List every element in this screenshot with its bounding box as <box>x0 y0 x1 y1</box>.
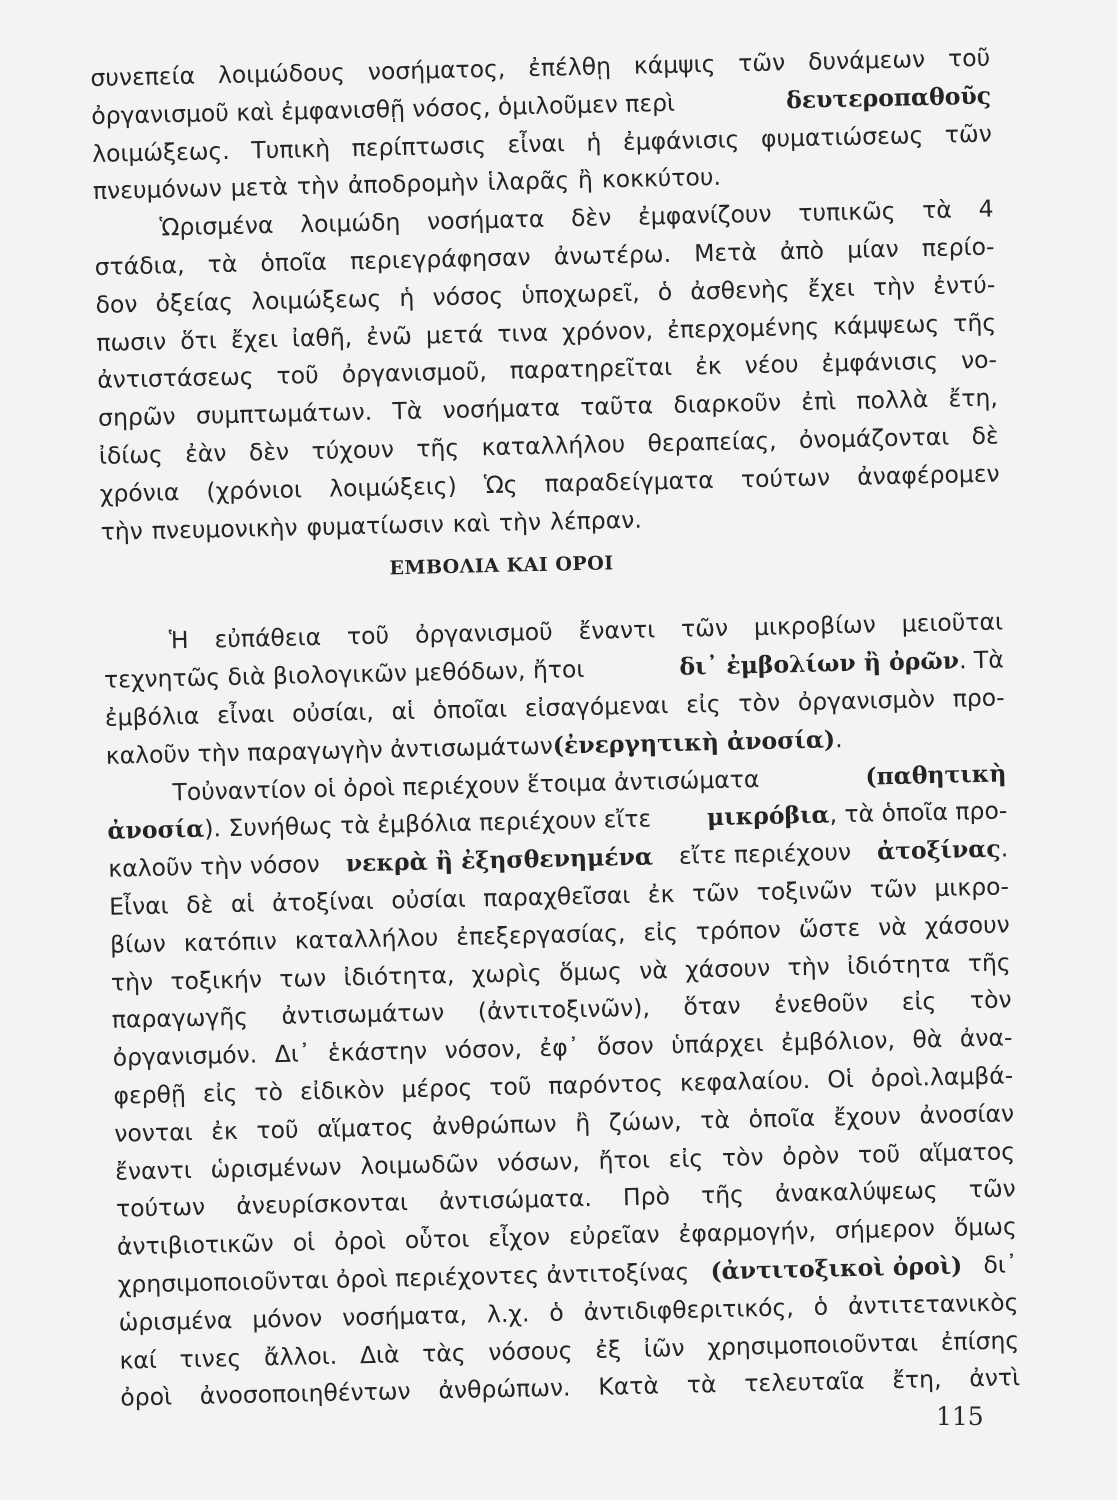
word: ὁποῖα <box>748 1103 816 1134</box>
word: παραδείγματα <box>544 465 715 498</box>
word: κατόπιν <box>183 926 278 957</box>
word: τὴν <box>296 171 340 201</box>
word: εἰς <box>643 917 679 947</box>
word: ὅσον <box>596 1031 655 1061</box>
word: δὲ <box>971 421 999 451</box>
word: νόσων, <box>496 1146 581 1177</box>
word: τούτων <box>740 463 831 494</box>
word: εἰσαγόμεναι <box>524 691 669 723</box>
word: ἰδιότητα <box>846 949 951 980</box>
word: τὸν <box>721 1142 764 1172</box>
word: ἀντιστάσεως <box>96 362 254 395</box>
word: ἐφ᾿ <box>539 1033 580 1063</box>
word: ἢ <box>577 166 594 195</box>
word: ἐπὶ <box>801 387 837 417</box>
word: περιεγράφησαν <box>349 243 531 276</box>
word: οὐσίαι, <box>291 697 375 728</box>
word: κοκκύτου. <box>601 163 722 194</box>
word: χωρὶς <box>471 958 542 989</box>
word: ὁποῖα <box>260 247 328 278</box>
word: ὅμως <box>558 956 623 987</box>
word: βίων <box>109 929 167 959</box>
word: ἀνευρίσκονται <box>235 1188 409 1221</box>
word: περίπτωσις <box>351 130 487 162</box>
word: εἰς <box>202 1078 238 1108</box>
word: περίο- <box>921 232 995 263</box>
text-span: . <box>1000 834 1009 863</box>
word: καὶ <box>452 508 491 538</box>
word: τοῦ <box>857 1139 901 1169</box>
word: ἀπὸ <box>779 236 825 266</box>
word: εἶχον <box>488 1222 551 1253</box>
word: λοιμώξεις) <box>328 471 458 503</box>
word: παραγωγῆς <box>111 1002 249 1035</box>
word: πωσιν <box>96 326 167 357</box>
word: οὐσίαι <box>391 884 466 915</box>
word: τὰς <box>421 1338 466 1368</box>
word: λοιμώξεως <box>250 284 382 316</box>
word: ἐντύ- <box>932 270 996 300</box>
word: Ὡρισμένα <box>159 211 274 242</box>
text-span: εἴτε περιέχουν <box>678 838 852 870</box>
word: νονται <box>114 1117 193 1148</box>
word: Οἱ <box>826 1064 855 1094</box>
word: ἐκ <box>694 352 723 381</box>
word: ὅτι <box>180 325 218 355</box>
text-span: καλοῦν τὴν παραγωγὴν ἀντισωμάτων <box>105 731 554 770</box>
word: εἰς <box>685 689 721 719</box>
word: νόσος <box>432 281 504 312</box>
word: αἵματος <box>918 1136 1016 1167</box>
word: ἀντὶ <box>969 1363 1021 1393</box>
word: τοῦ <box>276 361 320 391</box>
word: τὰ <box>921 195 953 225</box>
bold-term: ἀτοξίνας <box>876 834 1001 866</box>
page-text <box>90 40 1021 1418</box>
word: ἐπίσης <box>940 1325 1020 1356</box>
word: νο- <box>960 345 998 375</box>
word: εἶναι <box>507 128 566 159</box>
word: συνεπεία <box>90 61 196 92</box>
word: ἐνῶ <box>365 321 413 351</box>
word: τοξινῶν <box>756 875 853 907</box>
word: τῶν <box>691 878 740 908</box>
word: μετά <box>425 319 484 350</box>
word: τὴν <box>787 951 831 981</box>
word: φερθῇ <box>113 1080 187 1110</box>
word: τὴν <box>872 272 916 302</box>
bold-term: δι᾿ ἐμβολίων ἢ ὀρῶν <box>679 646 960 681</box>
word: θεραπείας, <box>647 426 777 458</box>
word: τύχουν <box>311 435 395 466</box>
word: (χρόνιοι <box>206 475 303 506</box>
word: τὰ <box>207 249 238 279</box>
word: ἐνεθοῦν <box>773 988 869 1020</box>
word: τοῦ <box>947 43 991 73</box>
word: ἰδίως <box>98 440 164 470</box>
word: τὸν <box>969 985 1012 1015</box>
word: ὑποχωρεῖ, <box>520 278 640 310</box>
word: τινες <box>179 1343 242 1373</box>
word: αἱ <box>230 889 255 918</box>
word: νοσήματος, <box>367 54 506 86</box>
word: ἐπεξεργασίας, <box>455 918 626 951</box>
word: πνευμονικὴν <box>151 512 298 545</box>
bold-term: (ἐνεργητικὴ ἀνοσία) <box>552 725 836 760</box>
word: Τὰ <box>392 396 423 426</box>
word: μέρος <box>401 1073 473 1104</box>
word: ὡρισμένα <box>118 1305 233 1337</box>
word: ζώων, <box>608 1106 682 1137</box>
text-span: ὀργανισμοῦ καὶ ἐμφανισθῇ νόσος, ὁμιλοῦμεν περὶ <box>90 88 676 130</box>
text-span: καλοῦν τὴν νόσον <box>108 850 320 883</box>
word: νὰ <box>877 912 908 942</box>
text-span: . <box>834 724 843 754</box>
word: λοιμώδη <box>299 208 401 239</box>
word: ἔναντι <box>114 1155 193 1186</box>
text-span <box>877 831 1009 872</box>
word: μειοῦται <box>901 607 1004 639</box>
word: ἰαθῆ, <box>291 322 353 353</box>
word: χρόνον, <box>561 315 654 346</box>
word: ὀξείας <box>155 287 234 318</box>
word: ὁποῖαι <box>432 694 508 725</box>
word: δυνάμεων <box>807 45 926 76</box>
word: ἢ <box>574 1108 591 1137</box>
word: χάσουν <box>684 953 771 984</box>
word: ἀνοσίαν <box>919 1099 1015 1130</box>
section-heading: ΕΜΒΟΛΙΑ ΚΑΙ ΟΡΟΙ <box>389 552 614 580</box>
word: μετὰ <box>230 172 289 203</box>
word: τοῦ <box>346 621 390 651</box>
word: τὴν <box>110 967 154 997</box>
word: νὰ <box>638 955 669 985</box>
word: τὸν <box>738 688 781 718</box>
word: ἔτη, <box>948 383 999 413</box>
word: ἄλλοι. <box>263 1341 338 1371</box>
word: καταλλήλου <box>294 923 439 955</box>
word: εἰς <box>901 987 937 1017</box>
word: ἀντιτετανικὸς <box>847 1287 1019 1320</box>
word: εἶναι <box>216 699 275 730</box>
word: ἔτη, <box>891 1365 942 1395</box>
word: τῶν <box>737 48 786 78</box>
word: ὀνομάζονται <box>798 422 950 454</box>
word: ὀροὶ <box>120 1382 173 1412</box>
word: ὅταν <box>683 991 741 1022</box>
word: ὀροὶ.λαμβά- <box>870 1061 1014 1093</box>
bold-term: δευτεροπαθοῦς <box>785 81 992 115</box>
word: τῶν <box>680 614 729 644</box>
word: τῆς <box>967 947 1011 977</box>
word: (ἀντιτοξινῶν), <box>477 993 651 1026</box>
word: παρατηρεῖται <box>509 353 673 385</box>
word: εἰδικὸν <box>299 1075 385 1106</box>
word: ἀντιβιοτικῶν <box>116 1229 275 1261</box>
word: ἐκ <box>647 879 675 909</box>
word: τὸ <box>254 1077 284 1107</box>
word: τὰ <box>686 1370 717 1400</box>
word: παραχθεῖσαι <box>482 880 631 913</box>
word: ἐφαρμογήν, <box>678 1216 817 1249</box>
word: κεφαλαίου. <box>679 1065 811 1097</box>
word: ἱλαρᾶς <box>487 166 570 197</box>
word: ἔχει <box>807 273 856 303</box>
word: κάμψις <box>633 49 716 80</box>
word: οὗτοι <box>404 1224 470 1255</box>
word: λοιμώδους <box>217 58 346 90</box>
word: ἀσθενὴς <box>690 274 790 306</box>
word: ἐπέλθῃ <box>527 52 612 83</box>
word: πολλὰ <box>856 385 929 415</box>
word: Ὡς <box>483 470 518 499</box>
word: ὥστε <box>798 913 861 943</box>
word: νόσον, <box>444 1034 523 1065</box>
word: νέου <box>744 350 799 380</box>
word: διαρκοῦν <box>673 388 782 420</box>
word: ἔχει <box>230 324 279 354</box>
word: ἐὰν <box>184 438 227 468</box>
page-number: 115 <box>936 1402 984 1431</box>
word: λοιμωδῶν <box>359 1148 479 1180</box>
bold-term: νεκρὰ ἢ ἐξησθενημένα <box>345 842 654 878</box>
word: ἐξ <box>594 1334 622 1364</box>
word: των <box>278 963 327 993</box>
bold-term: μικρόβια <box>706 800 830 832</box>
word: δὲν <box>570 203 612 233</box>
word: χρόνια <box>99 477 180 508</box>
word: τοῦ <box>488 1072 532 1102</box>
word: τὴν <box>498 507 542 537</box>
word: ὁ <box>657 277 673 306</box>
word: τινα <box>496 318 549 348</box>
word: ἐμφανίζουν <box>637 199 772 231</box>
text-span: Τοὐναντίον οἱ ὀροὶ περιέχουν ἕτοιμα ἀντισώματα <box>172 764 760 806</box>
word: τὴν <box>100 516 144 546</box>
word: ὀργανισμοῦ <box>414 618 553 650</box>
word: νοσήματα <box>442 393 561 425</box>
word: ὅμως <box>953 1212 1018 1242</box>
text-span: . Τὰ <box>958 645 1005 675</box>
word: νοσήματα <box>426 204 545 236</box>
word: ἐμφάνισις <box>622 124 740 156</box>
word: εἰς <box>668 1143 704 1173</box>
word: ἀνακαλύψεως <box>774 1176 938 1209</box>
word: θὰ <box>912 1025 943 1054</box>
word: εὐπάθεια <box>214 623 322 654</box>
word: μίαν <box>846 234 900 264</box>
word: νόσους <box>488 1335 573 1366</box>
word: ἡ <box>399 283 415 312</box>
word: λέπραν. <box>549 505 643 536</box>
word: σήμερον <box>834 1214 936 1245</box>
word: ἀτοξίναι <box>271 886 375 918</box>
word: συμπτωμάτων. <box>195 397 373 430</box>
word: Ἡ <box>168 626 189 655</box>
word: τοῦ <box>256 1115 299 1145</box>
word: ἔχουν <box>833 1101 902 1132</box>
word: προ- <box>952 683 1005 713</box>
word: Δι᾿ <box>274 1039 311 1069</box>
word: λοιμώξεως. <box>91 136 231 168</box>
word: φυματίωσιν <box>306 509 445 541</box>
word: χάσουν <box>924 910 1011 941</box>
word: μικρο- <box>934 872 1010 902</box>
word: τὰ <box>699 1105 731 1135</box>
word: τῆς <box>952 308 997 338</box>
word: τῆς <box>700 1180 745 1210</box>
word: ἀνωτέρω. <box>553 239 672 271</box>
word: χρησιμοποιοῦνται <box>707 1328 919 1361</box>
word: ἀνοσοποιηθέντων <box>199 1377 411 1411</box>
word: ὀργανισμόν. <box>112 1040 258 1072</box>
text-span: τεχνητῶς διὰ βιολογικῶν μεθόδων, ἤτοι <box>103 655 585 694</box>
word: μόνον <box>251 1303 323 1334</box>
word: Διὰ <box>359 1339 400 1369</box>
word: ἤτοι <box>598 1145 651 1175</box>
word: σηρῶν <box>97 402 176 433</box>
word: ἰδιότητα, <box>343 960 455 992</box>
text-span: χρησιμοποιοῦνται ὀροὶ περιέχοντες ἀντιτοξίνας <box>117 1257 690 1299</box>
word: αἱ <box>391 696 416 726</box>
word: ἀντισωμάτων <box>281 998 445 1031</box>
word: ἐκ <box>210 1116 239 1146</box>
word: ἀποδρομὴν <box>347 168 479 200</box>
word: τῶν <box>869 874 918 904</box>
word: δον <box>95 289 138 319</box>
word: τοξικήν <box>170 964 263 995</box>
word: ἀντισώματα. <box>438 1184 593 1216</box>
word: δὲ <box>185 890 214 919</box>
word: ἐμφάνισις <box>821 347 939 378</box>
word: ὁ <box>813 1292 829 1321</box>
word: αἵματος <box>316 1112 414 1143</box>
bold-term: ἀνοσία <box>107 814 205 846</box>
word: ταῦτα <box>579 391 654 422</box>
text-span: ). Συνήθως τὰ ἐμβόλια περιέχουν εἴτε <box>204 804 652 843</box>
word: εὐρεῖαν <box>568 1220 660 1251</box>
word: ὀργανισμοῦ, <box>341 357 488 389</box>
word: ἑκάστην <box>327 1036 428 1067</box>
word: ἀναφέρομεν <box>856 459 1000 491</box>
word: ἀνα- <box>959 1023 1013 1053</box>
word: μικροβίων <box>753 610 877 642</box>
word: ὡρισμένων <box>210 1152 342 1184</box>
word: ἐμβόλιον, <box>780 1026 896 1057</box>
word: φυματιώσεως <box>760 120 924 153</box>
word: Πρὸ <box>622 1182 671 1212</box>
word: οἱ <box>292 1228 316 1257</box>
word: καταλλήλου <box>481 429 626 462</box>
word: ὁ <box>549 1298 565 1327</box>
word: τυπικῶς <box>798 196 896 228</box>
word: ὑπάρχει <box>670 1029 764 1060</box>
word: Τυπικὴ <box>250 134 331 164</box>
word: ἀνθρώπων. <box>438 1373 571 1405</box>
word: τρόπον <box>695 915 782 946</box>
word: δὲν <box>248 437 290 467</box>
word: ἔναντι <box>578 615 656 646</box>
word: ὀργανισμὸν <box>797 684 936 717</box>
text-span: , τὰ ὁποῖα προ- <box>829 796 1008 829</box>
word: Κατὰ <box>598 1371 660 1402</box>
word: πνευμόνων <box>92 174 223 206</box>
text-span: δι᾿ <box>983 1250 1018 1279</box>
word: παρόντος <box>548 1069 664 1100</box>
word: Μετὰ <box>693 237 758 268</box>
word: τελευταῖα <box>743 1367 865 1398</box>
word: ἀντιδιφθεριτικός, <box>583 1293 795 1326</box>
word: νοσήματα, <box>341 1300 468 1332</box>
word: 4 <box>978 194 994 224</box>
word: ὀροὶ <box>333 1226 387 1256</box>
word: ἐπερχομένης <box>666 312 820 344</box>
word: τῶν <box>944 119 993 149</box>
word: ἐμβόλια <box>104 701 200 732</box>
bold-term: (παθητικὴ <box>865 758 1007 791</box>
word: ὀρὸν <box>782 1140 840 1171</box>
word: στάδια, <box>94 250 185 281</box>
word: ἰῶν <box>643 1333 685 1363</box>
word: καί <box>119 1345 158 1375</box>
word: τῶν <box>968 1174 1017 1204</box>
word: κάμψεως <box>832 309 940 340</box>
word: λ.χ. <box>486 1299 530 1329</box>
word: ἡ <box>586 128 602 157</box>
word: τούτων <box>115 1192 206 1224</box>
bold-term: (ἀντιτοξικοὶ ὀροὶ) <box>710 1251 963 1286</box>
word: Εἶναι <box>108 891 169 921</box>
word: ἀνθρώπων <box>431 1109 557 1141</box>
word: τῆς <box>416 433 460 463</box>
